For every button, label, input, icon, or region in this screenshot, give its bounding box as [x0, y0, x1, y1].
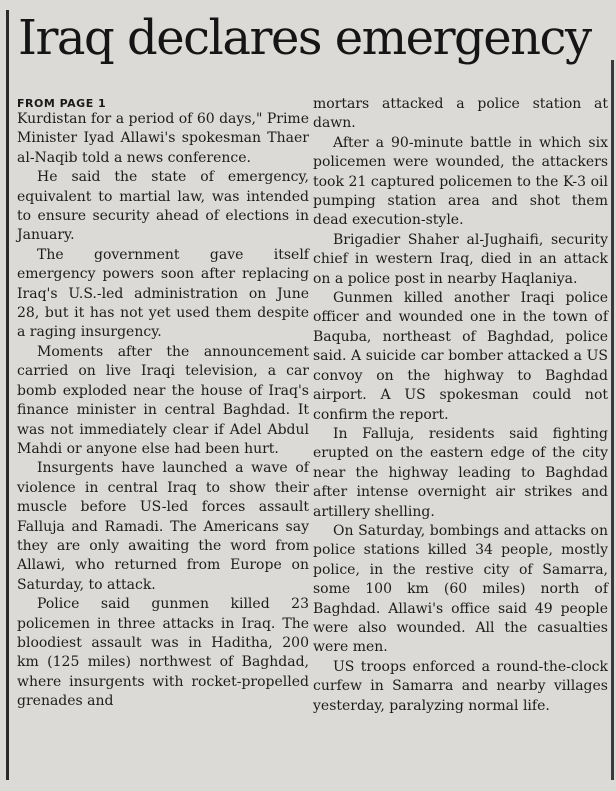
kicker-from-page-1: FROM PAGE 1 — [17, 97, 107, 110]
col2-paragraph: In Falluja, residents said fighting erupted on the eastern edge of the city near the highway leading to Baghdad after intense overnight air strikes and artillery shelling. — [313, 425, 608, 520]
left-column-rule — [6, 10, 9, 780]
article-column-2 — [313, 95, 608, 716]
col2-paragraph: On Saturday, bombings and attacks on police stations killed 34 people, mostly police, in the restive city of Samarra, some 100 km (60 miles) north of Baghdad. Allawi's office said 49 people were also wounded. All the casualties were men. — [313, 522, 608, 656]
col1-paragraph: The government gave itself emergency powers soon after replacing Iraq's U.S.-led administration on June 28, but it has not yet used them despite a raging insurgency. — [17, 246, 309, 341]
article-column-1 — [17, 97, 309, 712]
col1-paragraph: Police said gunmen killed 23 policemen in three attacks in Iraq. The bloodiest assault was in Haditha, 200 km (125 miles) northwest of Baghdad, where insurgents with rocket-propelled grenades and — [17, 596, 309, 710]
col2-paragraph: Gunmen killed another Iraqi police officer and wounded one in the town of Baquba, northeast of Baghdad, police said. A suicide car bomber attacked a US convoy on the highway to Baghdad airport. A US spokesman could not confirm the report. — [313, 290, 608, 423]
col1-paragraph: Moments after the announcement carried on live Iraqi television, a car bomb exploded near the house of Iraq's finance minister in central Baghdad. It was not immediately clear if Adel Abdul Mahdi or anyone else had been hurt. — [17, 343, 309, 457]
right-edge-rule — [611, 60, 614, 780]
col1-paragraph: Insurgents have launched a wave of violence in central Iraq to show their muscle before US-led forces assault Falluja and Ramadi. The Americans say they are only awaiting the word from Allawi, who returned from Europe on Saturday, to attack. — [17, 460, 309, 593]
col2-paragraph: US troops enforced a round-the-clock curfew in Samarra and nearby villages yesterday, paralyzing normal life. — [313, 658, 608, 714]
headline: Iraq declares emergency — [18, 10, 591, 66]
col2-paragraph: Brigadier Shaher al-Jughaifi, security chief in western Iraq, died in an attack on a police post in nearby Haqlaniya. — [313, 231, 608, 287]
col2-paragraph: After a 90-minute battle in which six policemen were wounded, the attackers took 21 captured policemen to the K-3 oil pumping station area and shot them dead execution-style. — [313, 134, 608, 229]
col2-paragraph: mortars attacked a police station at dawn. — [313, 96, 608, 132]
col1-paragraph: Kurdistan for a period of 60 days," Prime Minister Iyad Allawi's spokesman Thaer al-Naqib told a news conference. — [17, 111, 309, 166]
col1-paragraph: He said the state of emergency, equivalent to martial law, was intended to ensure security ahead of elections in January. — [17, 169, 309, 244]
